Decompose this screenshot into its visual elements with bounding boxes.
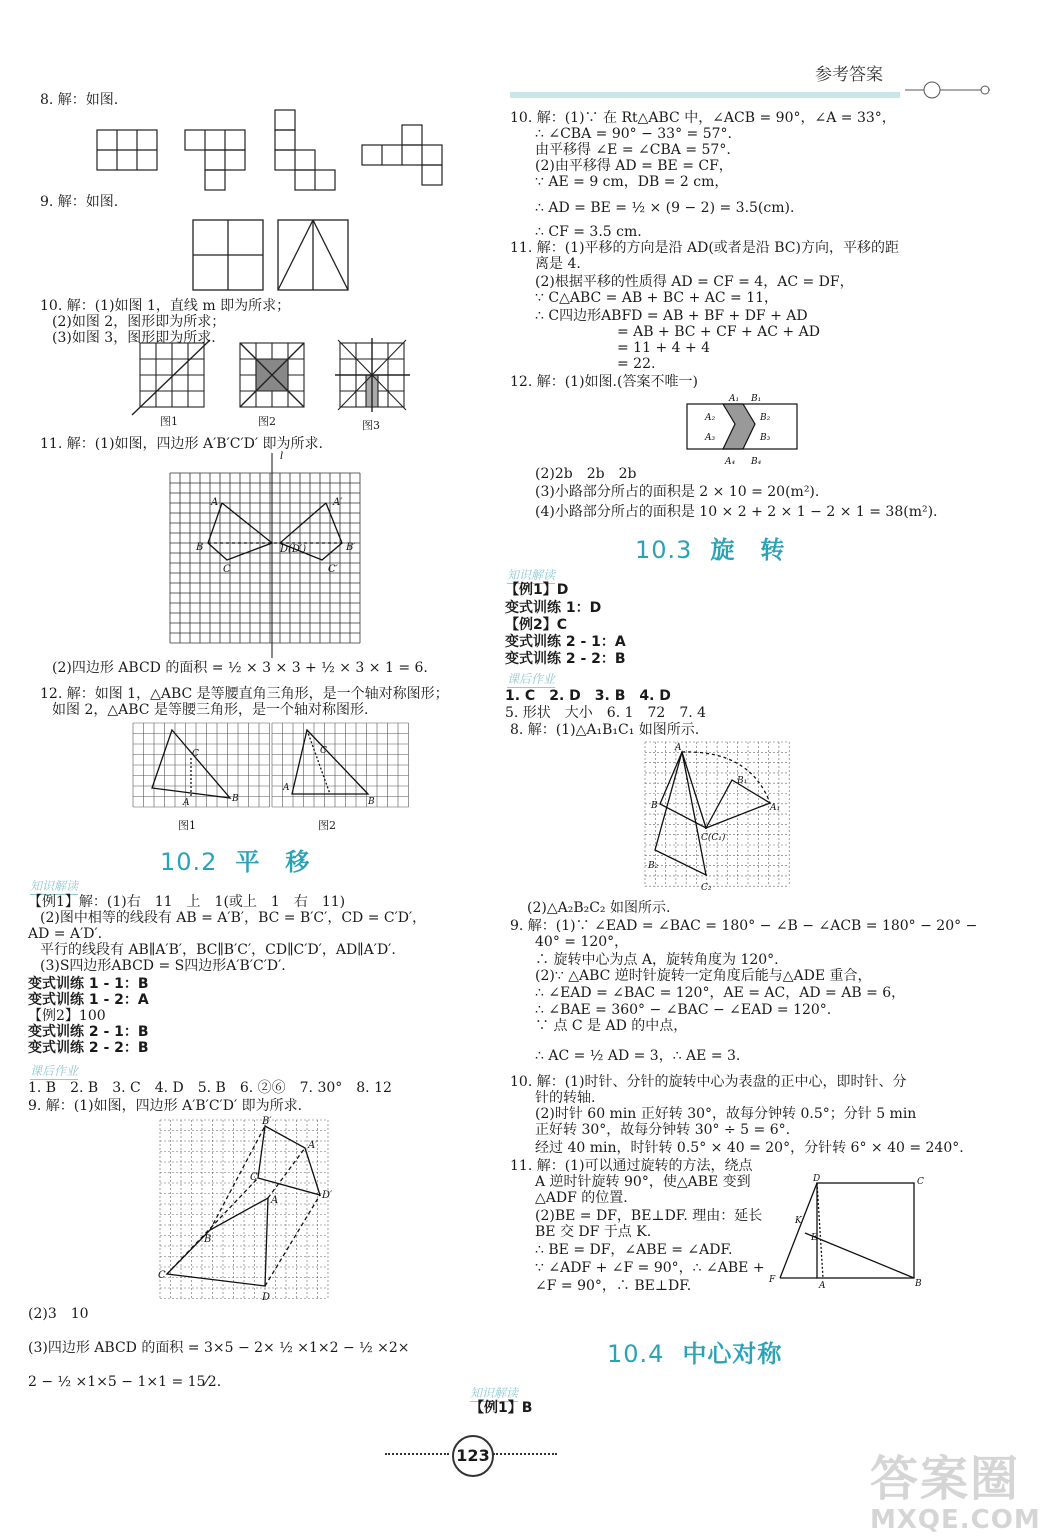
svg-text:l: l (280, 451, 284, 462)
svg-text:B₁: B₁ (751, 394, 762, 404)
hw9-answer-3b: 2 − ½ ×1×5 − 1×1 = 15⁄2. (28, 1374, 222, 1390)
section-10-2-heading (160, 842, 310, 877)
svg-text:A: A (211, 497, 219, 508)
r-hw10-line4: 正好转 30°，故每分钟转 30° ÷ 5 = 6°. (535, 1122, 791, 1138)
svg-text:B₄: B₄ (751, 457, 762, 467)
r-q10-line7: ∴ CF = 3.5 cm. (535, 224, 642, 240)
svg-text:E: E (811, 1233, 818, 1243)
hw9-answer-3a: (3)四边形 ABCD 的面积 = 3×5 − 2× ½ ×1×2 − ½ ×2× (28, 1340, 410, 1356)
drill-1-2: 变式训练 1 - 2：A (28, 992, 149, 1008)
section-10-4-number: 10.4 (607, 1340, 665, 1368)
r-q11-line2: 离是 4. (535, 256, 581, 272)
q9-figure (0, 215, 520, 295)
section-10-4-heading (607, 1334, 782, 1369)
section-10-3-title: 旋 转 (710, 536, 786, 564)
r-hw9-line3: ∴ 旋转中心为点 A，旋转角度为 120°. (535, 952, 779, 968)
svg-text:B: B (204, 1234, 212, 1245)
r-hw10-line5: 经过 40 min，时针转 0.5° × 40 = 20°，分针转 6° × 40 = 240°. (535, 1140, 964, 1156)
hw9-text: 9. 解：(1)如图，四边形 A′B′C′D′ 即为所求. (28, 1098, 303, 1114)
tag-knowledge-10-3: 知识解读 (507, 568, 556, 582)
r-hw10-line2: 针的转轴. (535, 1090, 596, 1106)
svg-text:A₃: A₃ (705, 433, 716, 443)
r-q10-line2: ∴ ∠CBA = 90° − 33° = 57°. (535, 126, 732, 142)
q12-fig2-label: 图2 (318, 819, 336, 832)
r-hw-choices: 1. C 2. D 3. B 4. D (505, 688, 671, 704)
page-number: 123 (452, 1435, 494, 1477)
svg-text:A: A (183, 798, 190, 808)
r-q10-line5: ∵ AE = 9 cm，DB = 2 cm， (535, 174, 729, 190)
r-hw9-line7: ∵ 点 C 是 AD 的中点， (535, 1018, 688, 1034)
q11-text: 11. 解：(1)如图，四边形 A′B′C′D′ 即为所求. (40, 436, 323, 452)
svg-text:A₁: A₁ (729, 394, 740, 404)
svg-text:C: C (917, 1177, 924, 1187)
r-hw9-line6: ∴ ∠BAE = 360° − ∠BAC − ∠EAD = 120°. (535, 1002, 832, 1018)
r-hw8: 8. 解：(1)△A₁B₁C₁ 如图所示. (510, 722, 700, 738)
q8-text: 8. 解：如图. (40, 92, 119, 108)
r-hw11-line5: BE 交 DF 于点 K. (535, 1224, 652, 1240)
ex1-line1: 【例1】解：(1)右 11 上 1(或上 1 右 11) (28, 894, 346, 910)
r-hw10-line3: (2)时针 60 min 正好转 30°，故每分钟转 0.5°；分针 5 min (535, 1106, 917, 1122)
q11-area-text: (2)四边形 ABCD 的面积 = ½ × 3 × 3 + ½ × 3 × 1 = 6. (52, 660, 428, 676)
tag-knowledge-10-2: 知识解读 (30, 879, 79, 893)
r-hw9-line2: 40° = 120°， (535, 934, 629, 950)
hw9-grid-figure (0, 1118, 520, 1308)
r-hw10-line1: 10. 解：(1)时针、分针的旋转中心为表盘的正中心，即时针、分 (510, 1074, 907, 1090)
drill-2-1: 变式训练 2 - 1：B (28, 1024, 149, 1040)
page-number-dots-left (385, 1453, 449, 1455)
drill-1-1: 变式训练 1 - 1：B (28, 976, 149, 992)
svg-text:K: K (795, 1216, 802, 1226)
svg-text:A₄: A₄ (725, 457, 736, 467)
q12-fig1-label: 图1 (178, 819, 196, 832)
r-hw11-line4: (2)BE = DF，BE⊥DF. 理由：延长 (535, 1208, 763, 1224)
r-q11-line6: = AB + BC + CF + AC + AD (617, 324, 820, 340)
r-hw9-line1: 9. 解：(1)∵ ∠EAD = ∠BAC = 180° − ∠B − ∠ACB = 180° − 20° − (510, 918, 978, 934)
r-q10-line3: 由平移得 ∠E = ∠CBA = 57°. (535, 142, 731, 158)
svg-text:C: C (320, 746, 327, 756)
r-hw11-line8: ∠F = 90°，∴ BE⊥DF. (535, 1278, 692, 1294)
svg-text:A₂: A₂ (705, 413, 716, 423)
r-hw11-line1: 11. 解：(1)可以通过旋转的方法，绕点 (510, 1158, 753, 1174)
r-hw11-line6: ∴ BE = DF，∠ABE = ∠ADF. (535, 1242, 733, 1258)
r-q12-road-figure (505, 392, 1049, 467)
svg-text:C: C (158, 1270, 166, 1281)
svg-text:B′: B′ (262, 1116, 272, 1127)
q10-fig2-label: 图2 (258, 415, 276, 428)
ex1-line2: (2)图中相等的线段有 AB = A′B′，BC = B′C′，CD = C′D′， (40, 910, 427, 926)
svg-text:A: A (819, 1281, 826, 1291)
r-q10-line1: 10. 解：(1)∵ 在 Rt△ABC 中，∠ACB = 90°，∠A = 33°， (510, 110, 896, 126)
r-hw8-2: (2)△A₂B₂C₂ 如图所示. (527, 900, 671, 916)
ex1-line4: 平行的线段有 AB∥A′B′，BC∥B′C′，CD∥C′D′，AD∥A′D′. (40, 942, 396, 958)
watermark-url: MXQE.COM (870, 1505, 1041, 1535)
svg-text:A: A (675, 743, 682, 753)
q12-figures (0, 718, 520, 818)
watermark (870, 1440, 1041, 1535)
svg-text:A′: A′ (333, 497, 343, 508)
svg-text:B: B (232, 794, 239, 804)
page-number-dots-right (493, 1453, 557, 1455)
r-hw9-line8: ∴ AC = ½ AD = 3，∴ AE = 3. (535, 1048, 741, 1064)
svg-text:D′: D′ (322, 1190, 333, 1201)
r-q12-line2: (2)2b 2b 2b (535, 466, 637, 482)
r-hw8-grid-figure (505, 740, 1049, 895)
q9-text: 9. 解：如图. (40, 194, 119, 210)
q10-line2: (2)如图 2，图形即为所求； (52, 314, 226, 330)
svg-text:D: D (262, 1292, 271, 1303)
q8-nets-figure (0, 105, 520, 205)
hw-choices: 1. B 2. B 3. C 4. D 5. B 6. ②⑥ 7. 30° 8. 12 (28, 1080, 392, 1096)
section-10-4-title: 中心对称 (682, 1340, 783, 1368)
hw9-answer-2: (2)3 10 (28, 1306, 89, 1322)
q10-fig3-label: 图3 (362, 419, 380, 432)
svg-text:B₁: B₁ (737, 776, 748, 786)
ex2-line: 【例2】100 (28, 1008, 106, 1024)
svg-text:B: B (651, 801, 658, 811)
watermark-logo-text: 答案圈 (870, 1451, 1021, 1507)
r-q11-line4: ∵ C△ABC = AB + BC + AC = 11， (535, 290, 779, 306)
section-10-2-number: 10.2 (160, 848, 218, 876)
q10-line1: 10. 解：(1)如图 1，直线 m 即为所求； (40, 298, 291, 314)
r-drill-2-1: 变式训练 2 - 1：A (505, 634, 626, 650)
r-drill1: 变式训练 1：D (505, 600, 602, 616)
drill-2-2: 变式训练 2 - 2：B (28, 1040, 149, 1056)
tag-knowledge-10-4: 知识解读 (470, 1386, 519, 1400)
q10-line3: (3)如图 3，图形即为所求. (52, 330, 216, 346)
r-q11-line8: = 22. (617, 356, 656, 372)
svg-text:D: D (813, 1174, 821, 1184)
svg-text:B₂: B₂ (760, 413, 771, 423)
section-10-2-title: 平 移 (235, 848, 311, 876)
svg-text:A₁: A₁ (770, 803, 781, 813)
svg-text:C(C₁): C(C₁) (701, 833, 726, 843)
q11-grid-figure (0, 453, 520, 653)
svg-text:B: B (915, 1279, 922, 1289)
svg-text:F: F (769, 1275, 776, 1285)
svg-text:C: C (192, 749, 199, 759)
r-hw11-line2: A 逆时针旋转 90°，使△ABE 变到 (535, 1174, 751, 1190)
svg-text:A: A (283, 783, 290, 793)
r-q10-line6: ∴ AD = BE = ½ × (9 − 2) = 3.5(cm). (535, 200, 795, 216)
r-hw11-line3: △ADF 的位置. (535, 1190, 628, 1206)
svg-text:A: A (271, 1195, 279, 1206)
tag-homework-10-3: 课后作业 (507, 672, 556, 686)
r-q10-line4: (2)由平移得 AD = BE = CF， (535, 158, 733, 174)
svg-text:B′: B′ (346, 542, 356, 553)
r-hw9-line5: ∴ ∠EAD = ∠BAC = 120°，AE = AC，AD = AB = 6， (535, 985, 906, 1001)
q12-line2: 如图 2，△ABC 是等腰三角形，是一个轴对称图形. (52, 702, 369, 718)
r-q11-line3: (2)根据平移的性质得 AD = CF = 4，AC = DF， (535, 274, 854, 290)
tag-homework-10-2: 课后作业 (30, 1064, 79, 1078)
svg-text:B₂: B₂ (648, 861, 659, 871)
r-q12-line4: (4)小路部分所占的面积是 10 × 2 + 2 × 1 − 2 × 1 = 38(m²). (535, 504, 938, 520)
r-q11-line5: ∴ C四边形ABFD = AB + BF + DF + AD (535, 308, 808, 324)
q10-fig1-label: 图1 (160, 415, 178, 428)
r-q11-line7: = 11 + 4 + 4 (617, 340, 711, 356)
section-10-3-number: 10.3 (635, 536, 693, 564)
svg-text:B: B (368, 797, 375, 807)
svg-text:A′: A′ (308, 1140, 318, 1151)
r-ex1: 【例1】D (505, 582, 569, 598)
header-title: 参考答案 (815, 65, 883, 85)
svg-text:C₂: C₂ (701, 883, 712, 893)
r-q11-line1: 11. 解：(1)平移的方向是沿 AD(或者是沿 BC)方向，平移的距 (510, 240, 899, 256)
r-ex1-10-4: 【例1】B (470, 1400, 533, 1416)
r-hw9-line4: (2)∵ △ABC 逆时针旋转一定角度后能与△ADE 重合， (535, 968, 872, 984)
r-ex2: 【例2】C (505, 617, 568, 633)
svg-text:D(D′): D(D′) (280, 544, 307, 555)
svg-text:C: C (223, 564, 231, 575)
svg-text:B₃: B₃ (760, 433, 771, 443)
r-hw11-square-figure (505, 1174, 1049, 1298)
r-q12-line3: (3)小路部分所占的面积是 2 × 10 = 20(m²). (535, 484, 820, 500)
ex1-line5: (3)S四边形ABCD = S四边形A′B′C′D′. (40, 958, 286, 974)
section-10-3-heading (635, 530, 785, 565)
r-hw11-line7: ∵ ∠ADF + ∠F = 90°，∴ ∠ABE + (535, 1260, 765, 1276)
ex1-line3: AD = A′D′. (28, 926, 103, 942)
r-hw5: 5. 形状 大小 6. 1 72 7. 4 (505, 705, 707, 721)
r-drill-2-2: 变式训练 2 - 2：B (505, 651, 626, 667)
r-q12-text: 12. 解：(1)如图.(答案不唯一) (510, 374, 698, 390)
svg-text:C′: C′ (328, 564, 338, 575)
q12-line1: 12. 解：如图 1，△ABC 是等腰直角三角形，是一个轴对称图形； (40, 686, 449, 702)
svg-text:B: B (196, 542, 204, 553)
svg-text:C′: C′ (250, 1172, 260, 1183)
